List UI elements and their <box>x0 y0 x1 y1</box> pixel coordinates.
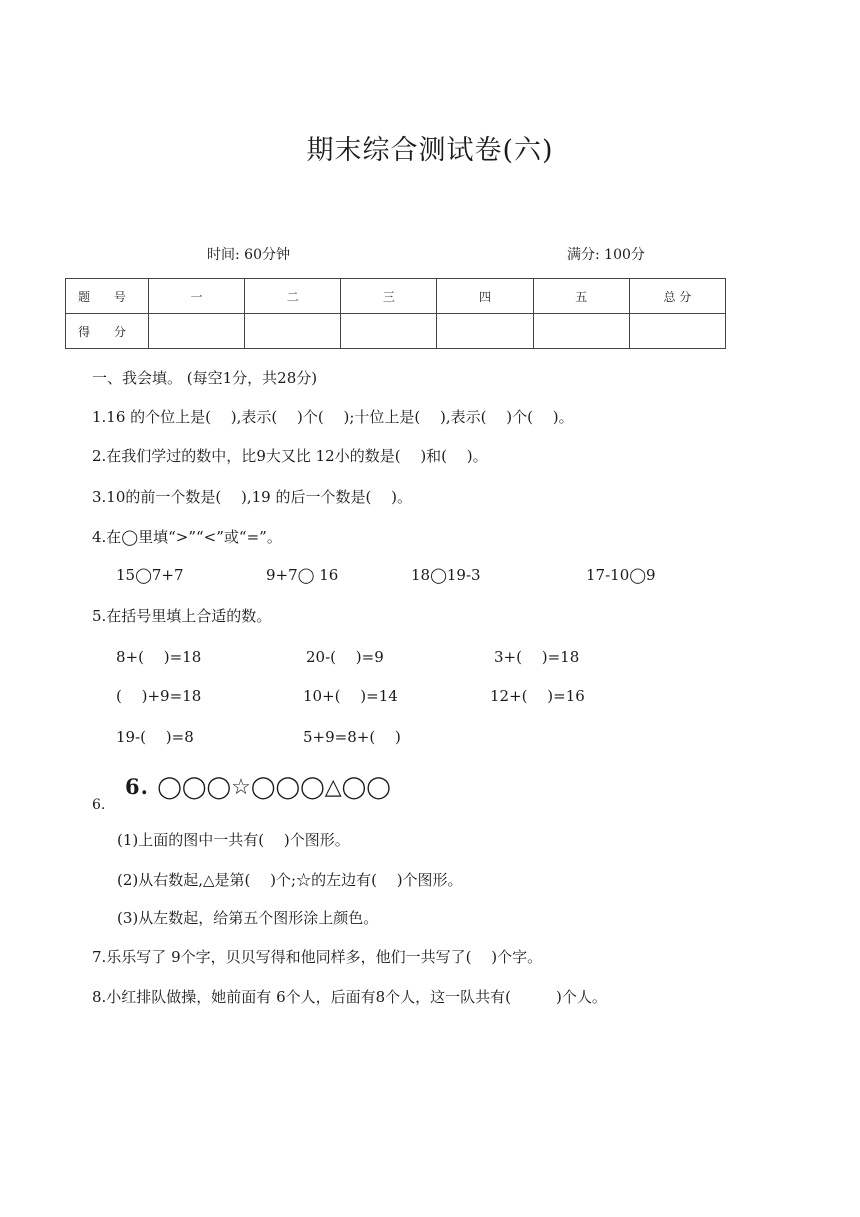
question-1: 1.16 的个位上是( ),表示( )个( );十位上是( ),表示( )个( )。 <box>92 408 574 426</box>
score-table-header-row <box>66 279 726 314</box>
score-cell-1[interactable] <box>149 314 245 349</box>
score-cell-2[interactable] <box>245 314 341 349</box>
q4-item-1: 15◯7+7 <box>116 566 184 584</box>
question-8: 8.小红排队做操，她前面有 6个人，后面有8个人，这一队共有( )个人。 <box>92 988 607 1006</box>
question-5: 5.在括号里填上合适的数。 <box>92 607 272 625</box>
time-limit: 时间: 60分钟 <box>207 247 290 263</box>
q6-part-2: (2)从右数起,△是第( )个;☆的左边有( )个图形。 <box>117 871 463 889</box>
score-cell-3[interactable] <box>341 314 437 349</box>
header-cell-total: 总 分 <box>629 279 725 314</box>
section-heading: 一、我会填。 (每空1分，共28分) <box>92 369 318 387</box>
page-title: 期末综合测试卷(六) <box>306 135 554 166</box>
score-table-score-row <box>66 314 726 349</box>
header-cell-5: 五 <box>533 279 629 314</box>
q5-item-3-2: 5+9=8+( ) <box>303 728 401 746</box>
header-cell-3: 三 <box>341 279 437 314</box>
header-cell-4: 四 <box>437 279 533 314</box>
header-cell-1: 一 <box>149 279 245 314</box>
q5-item-2-1: ( )+9=18 <box>116 687 202 705</box>
q6-part-1: (1)上面的图中一共有( )个图形。 <box>117 831 350 849</box>
question-4: 4.在◯里填“>”“<”或“=”。 <box>92 528 282 546</box>
question-3: 3.10的前一个数是( ),19 的后一个数是( )。 <box>92 488 412 506</box>
full-score: 满分: 100分 <box>567 247 645 263</box>
q4-item-2: 9+7◯ 16 <box>266 566 339 584</box>
question-7: 7.乐乐写了 9个字，贝贝写得和他同样多，他们一共写了( )个字。 <box>92 948 543 966</box>
q6-shapes-row <box>125 774 391 800</box>
q4-item-3: 18◯19-3 <box>411 566 481 584</box>
score-cell-5[interactable] <box>533 314 629 349</box>
q5-item-1-2: 20-( )=9 <box>306 648 384 666</box>
q5-item-1-1: 8+( )=18 <box>116 648 202 666</box>
row-label-score: 得 分 <box>66 314 149 349</box>
question-2: 2.在我们学过的数中，比9大又比 12小的数是( )和( )。 <box>92 447 488 465</box>
q6-part-3: (3)从左数起，给第五个图形涂上颜色。 <box>117 909 379 927</box>
q6-number: 6. <box>92 797 106 813</box>
q5-item-1-3: 3+( )=18 <box>494 648 580 666</box>
header-cell-label: 题 号 <box>66 279 149 314</box>
q5-item-2-2: 10+( )=14 <box>303 687 398 705</box>
q4-item-4: 17-10◯9 <box>586 566 656 584</box>
score-cell-total[interactable] <box>629 314 725 349</box>
score-table <box>65 278 726 349</box>
header-cell-2: 二 <box>245 279 341 314</box>
score-cell-4[interactable] <box>437 314 533 349</box>
q5-item-2-3: 12+( )=16 <box>490 687 585 705</box>
q6-number-bold: 6. <box>125 774 149 799</box>
q5-item-3-1: 19-( )=8 <box>116 728 194 746</box>
q6-shape-sequence: ◯◯◯☆◯◯◯△◯◯ <box>157 775 391 800</box>
